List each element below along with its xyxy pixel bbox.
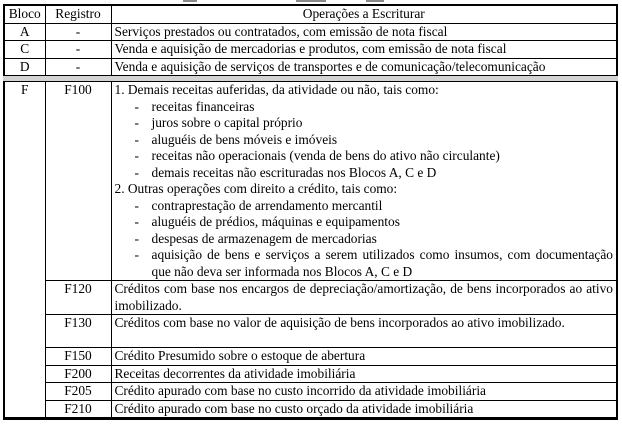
blocks-acd-table <box>3 4 618 76</box>
table-row-bloco-d <box>4 58 617 76</box>
registro-cell: F200 <box>45 365 111 383</box>
list-item: - aluguéis de bens móveis e imóveis <box>115 132 614 149</box>
clipped-text-fragment <box>183 0 197 2</box>
registro-cell: F130 <box>45 315 111 348</box>
table-row-f150 <box>4 348 617 366</box>
list-item: - contraprestação de arrendamento mercantil <box>115 198 614 215</box>
bloco-cell: A <box>4 23 45 41</box>
operacoes-cell: Créditos com base no valor de aquisição de bens incorporados ao ativo imobilizado. <box>111 315 617 348</box>
registro-cell: F150 <box>45 348 111 366</box>
operacoes-cell-f100 <box>111 82 617 281</box>
bloco-cell: D <box>4 58 45 76</box>
table-content <box>3 4 618 420</box>
operacoes-cell: Créditos com base nos encargos de depreciação/amortização, de bens incorporados ao ativo imobilizado. <box>111 281 617 315</box>
list-item: - receitas não operacionais (venda de bens do ativo não circulante) <box>115 148 614 165</box>
list-item: - receitas financeiras <box>115 99 614 116</box>
registro-cell: - <box>45 58 111 76</box>
operacoes-cell: Venda e aquisição de serviços de transportes e de comunicação/telecomunicação <box>111 58 617 76</box>
table-header-row <box>4 5 617 23</box>
table-row-bloco-c <box>4 41 617 59</box>
table-row-f205 <box>4 383 617 401</box>
registro-cell: - <box>45 41 111 59</box>
registro-cell: F210 <box>45 400 111 419</box>
operacoes-cell: Venda e aquisição de mercadorias e produtos, com emissão de nota fiscal <box>111 41 617 59</box>
operacoes-cell: Crédito apurado com base no custo orçado da atividade imobiliária <box>111 400 617 419</box>
operacoes-cell: Crédito Presumido sobre o estoque de abertura <box>111 348 617 366</box>
operacoes-cell: Serviços prestados ou contratados, com emissão de nota fiscal <box>111 23 617 41</box>
list-item: - juros sobre o capital próprio <box>115 115 614 132</box>
block-f-table <box>3 81 618 420</box>
table-row-bloco-a <box>4 23 617 41</box>
table-row-f130 <box>4 315 617 348</box>
registro-cell: - <box>45 23 111 41</box>
bloco-cell: C <box>4 41 45 59</box>
column-header-registro: Registro <box>45 5 111 23</box>
table-row-f200 <box>4 365 617 383</box>
table-row-f100 <box>4 82 617 281</box>
operacoes-cell: Receitas decorrentes da atividade imobiliária <box>111 365 617 383</box>
column-header-bloco: Bloco <box>4 5 45 23</box>
list-item: - demais receitas não escrituradas nos Blocos A, C e D <box>115 165 614 182</box>
list-item: - despesas de armazenagem de mercadorias <box>115 231 614 248</box>
list-item: - aluguéis de prédios, máquinas e equipamentos <box>115 214 614 231</box>
table-row-f120 <box>4 281 617 315</box>
registro-cell: F100 <box>45 82 111 281</box>
clipped-text-fragment <box>366 0 384 2</box>
bloco-f-cell: F <box>4 82 45 419</box>
list-item: - aquisição de bens e serviços a serem utilizados como insumos, com documentação que não deva ser informada nos Blocos A, C e D <box>115 247 614 280</box>
operacoes-cell: Crédito apurado com base no custo incorrido da atividade imobiliária <box>111 383 617 401</box>
registro-cell: F205 <box>45 383 111 401</box>
table-row-f210 <box>4 400 617 419</box>
registro-cell: F120 <box>45 281 111 315</box>
f100-item1-title: 1. Demais receitas auferidas, da atividade ou não, tais como: <box>114 82 439 97</box>
clipped-text-fragment <box>296 0 326 2</box>
clipped-text-remnant <box>0 0 622 2</box>
column-header-operacoes: Operações a Escriturar <box>111 5 617 23</box>
f100-item2-title: 2. Outras operações com direito a crédito, tais como: <box>114 181 398 196</box>
